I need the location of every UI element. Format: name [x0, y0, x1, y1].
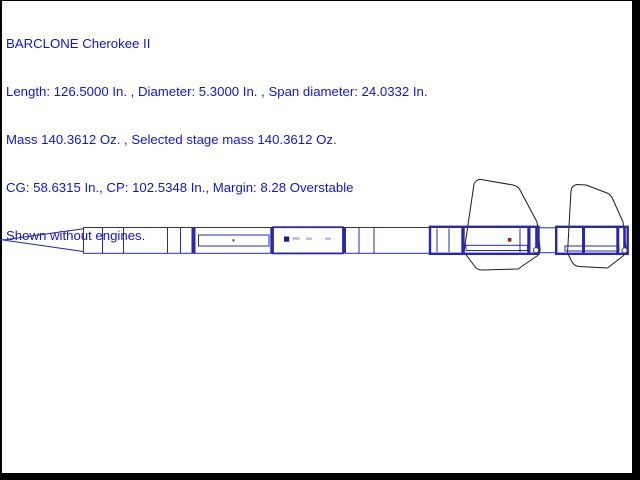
info-line-engines: Shown without engines. [6, 228, 146, 243]
faint-dimension-marks[interactable] [293, 237, 332, 240]
fin-forward-outline[interactable] [464, 179, 540, 270]
cg-marker-icon [284, 237, 289, 242]
aft-ring-fitting-icon [622, 248, 627, 253]
mid-body-tube[interactable] [346, 228, 430, 254]
bulkhead-band [192, 228, 195, 254]
interstage-coupler[interactable] [539, 228, 556, 253]
info-line-stability: CG: 58.6315 In., CP: 102.5348 In., Margin: 8.28 Overstable [6, 180, 354, 195]
rocket-title: BARCLONE Cherokee II [6, 36, 151, 51]
centering-ring-band [461, 227, 464, 254]
motor-tube-aft[interactable] [565, 246, 619, 251]
cp-marker-icon [508, 238, 512, 242]
centering-ring-band [582, 227, 585, 254]
fin-set[interactable] [464, 179, 626, 270]
avionics-body-tube[interactable] [273, 227, 343, 253]
faint-mark [306, 238, 312, 240]
inner-tube-dot [233, 239, 235, 241]
aft-ring-fitting-icon [533, 248, 538, 253]
info-line-dimensions: Length: 126.5000 In. , Diameter: 5.3000 In. , Span diameter: 24.0332 In. [6, 84, 428, 99]
nose-cone[interactable] [3, 229, 84, 252]
faint-mark [293, 237, 300, 240]
faint-mark [325, 238, 331, 240]
info-line-mass: Mass 140.3612 Oz. , Selected stage mass 140.3612 Oz. [6, 132, 337, 147]
motor-tube-forward[interactable] [466, 245, 528, 250]
forward-body-tube[interactable] [84, 228, 196, 254]
sustainer-fin-can[interactable] [430, 227, 539, 254]
